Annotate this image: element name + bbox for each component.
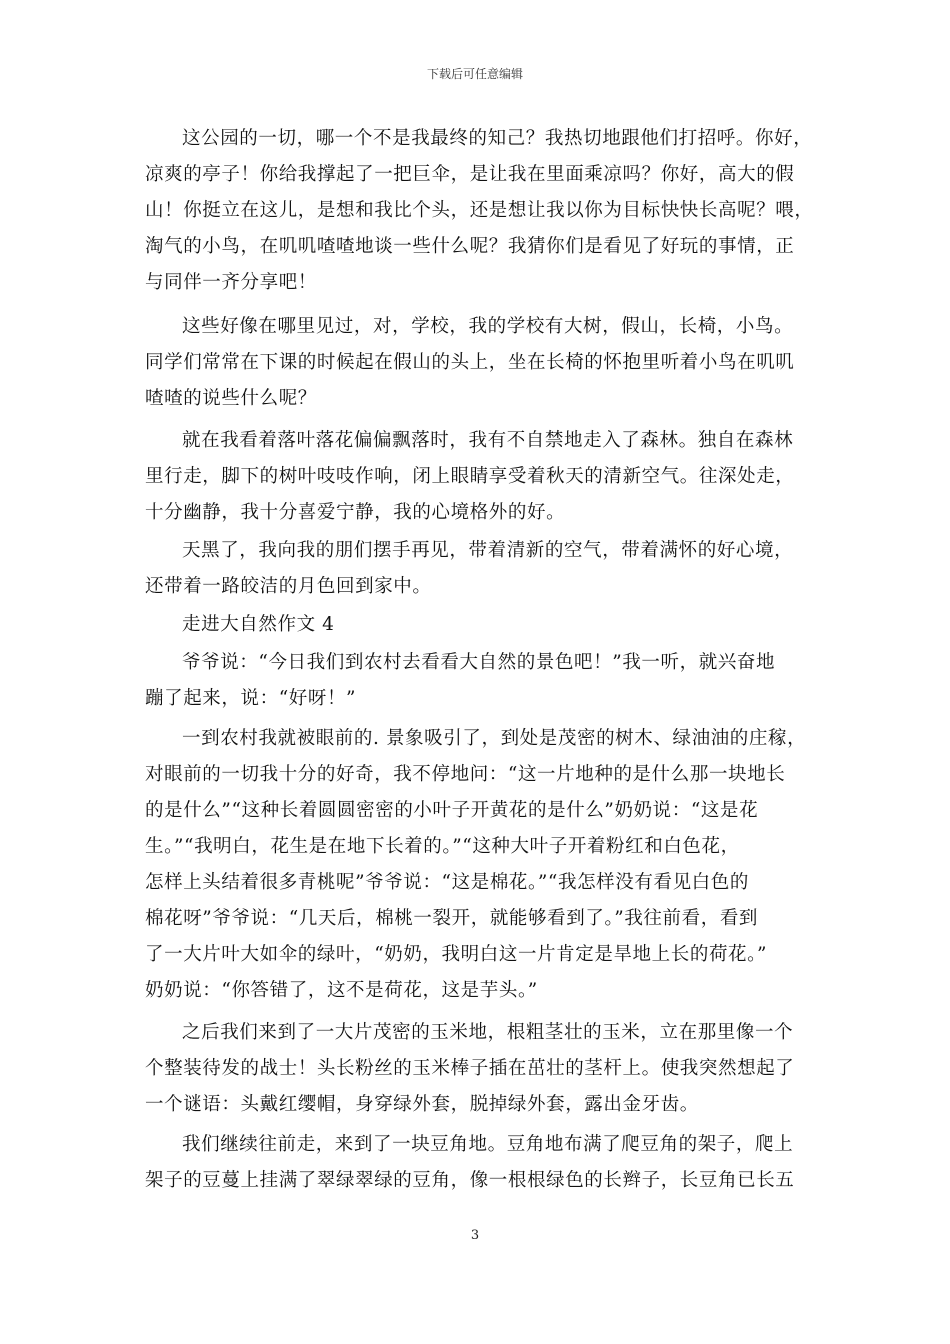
text-line: 还带着一路皎洁的月色回到家中。: [145, 576, 432, 597]
text-line: 了一大片叶大如伞的绿叶，“奶奶，我明白这一片肯定是旱地上长的荷花。”: [145, 944, 768, 965]
text-line: 与同伴一齐分享吧！: [145, 272, 317, 293]
page-number: 3: [470, 1228, 480, 1243]
text-line: 奶奶说：“你答错了，这不是荷花，这是芋头。”: [145, 980, 538, 1001]
text-line: 同学们常常在下课的时候起在假山的头上，坐在长椅的怀抱里听着小鸟在叽叽: [145, 352, 795, 373]
text-line: 蹦了起来，说：“好呀！”: [145, 688, 357, 709]
text-line: 一到农村我就被眼前的. 景象吸引了，到处是茂密的树木、绿油油的庄稼，: [182, 728, 807, 749]
text-line: 这些好像在哪里见过，对，学校，我的学校有大树，假山，长椅，小鸟。: [182, 316, 794, 337]
text-line: 一个谜语：头戴红缨帽，身穿绿外套，脱掉绿外套，露出金牙齿。: [145, 1094, 699, 1115]
text-line: 个整装待发的战士！头长粉丝的玉米棒子插在茁壮的茎杆上。使我突然想起了: [145, 1058, 795, 1079]
text-line: 凉爽的亭子！你给我撑起了一把巨伞，是让我在里面乘凉吗？你好，高大的假: [145, 164, 795, 185]
text-line: 就在我看着落叶落花偏偏飘落时，我有不自禁地走入了森林。独自在森林: [182, 430, 794, 451]
text-line: 爷爷说：“今日我们到农村去看看大自然的景色吧！”我一听，就兴奋地: [182, 652, 776, 673]
text-line: 怎样上头结着很多青桃呢”爷爷说：“这是棉花。”“我怎样没有看见白色的: [145, 872, 749, 893]
text-line: 棉花呀”爷爷说：“几天后，棉桃一裂开，就能够看到了。”我往前看，看到: [145, 908, 759, 929]
text-line: 生。”“我明白，花生是在地下长着的。”“这种大叶子开着粉红和白色花，: [145, 836, 740, 857]
section-heading: 走进大自然作文 4: [182, 614, 335, 635]
text-line: 十分幽静，我十分喜爱宁静，我的心境格外的好。: [145, 502, 566, 523]
text-line: 里行走，脚下的树叶吱吱作响，闭上眼睛享受着秋天的清新空气。往深处走，: [145, 466, 795, 487]
text-line: 天黑了，我向我的朋们摆手再见，带着清新的空气，带着满怀的好心境，: [182, 540, 794, 561]
text-line: 之后我们来到了一大片茂密的玉米地，根粗茎壮的玉米，立在那里像一个: [182, 1022, 794, 1043]
text-line: 的是什么”“这种长着圆圆密密的小叶子开黄花的是什么”奶奶说：“这是花: [145, 800, 759, 821]
text-line: 山！你挺立在这儿，是想和我比个头，还是想让我以你为目标快快长高呢？喂，: [145, 200, 814, 221]
text-line: 这公园的一切，哪一个不是我最终的知己？我热切地跟他们打招呼。你好，: [182, 128, 813, 149]
text-line: 对眼前的一切我十分的好奇，我不停地问：“这一片地种的是什么那一块地长: [145, 764, 786, 785]
text-line: 架子的豆蔓上挂满了翠绿翠绿的豆角，像一根根绿色的长辫子，长豆角已长五: [145, 1170, 795, 1191]
page-header: 下载后可任意编辑: [426, 67, 523, 81]
text-line: 我们继续往前走，来到了一块豆角地。豆角地布满了爬豆角的架子，爬上: [182, 1134, 794, 1155]
text-line: 喳喳的说些什么呢？: [145, 388, 317, 409]
text-line: 淘气的小鸟，在叽叽喳喳地谈一些什么呢？我猜你们是看见了好玩的事情，正: [145, 236, 795, 257]
